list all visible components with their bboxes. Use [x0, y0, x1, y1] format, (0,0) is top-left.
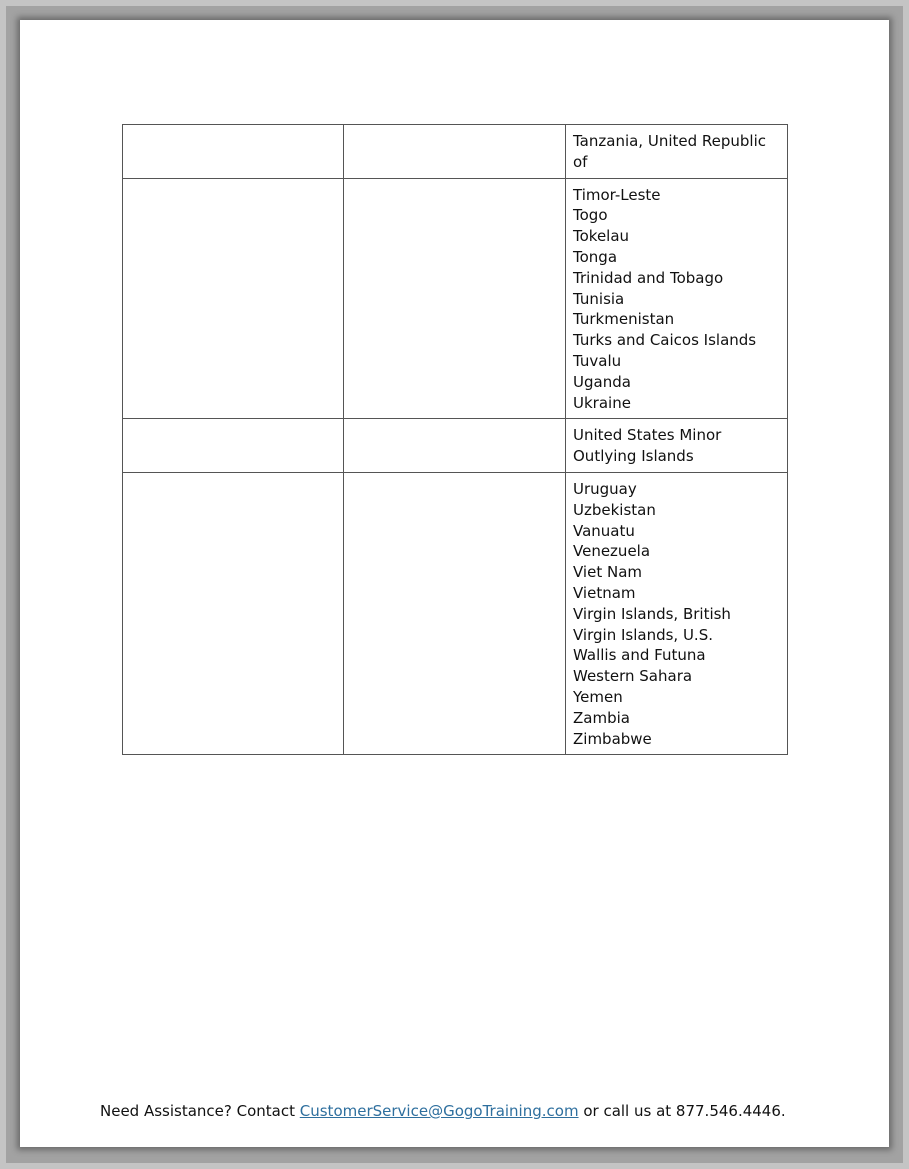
table-row: [123, 178, 788, 419]
country-name: Togo: [573, 206, 608, 225]
country-name: Outlying Islands: [573, 447, 694, 466]
country-name: Vanuatu: [573, 521, 635, 540]
country-name: Viet Nam: [573, 563, 643, 582]
country-list-cell: [566, 419, 788, 473]
table-cell-empty: [344, 472, 566, 754]
document-page: [20, 20, 889, 1147]
table-row: [123, 125, 788, 179]
country-name: Wallis and Futuna: [573, 646, 706, 665]
country-list-cell: [566, 125, 788, 179]
country-name: Tunisia: [573, 289, 625, 308]
country-name: Yemen: [573, 687, 623, 706]
country-list-cell: [566, 178, 788, 419]
table-cell-empty: [344, 178, 566, 419]
country-list-cell: [566, 472, 788, 754]
table-cell-empty: [123, 419, 344, 473]
country-name: Zimbabwe: [573, 729, 652, 748]
country-name: of: [573, 152, 588, 171]
table-row: [123, 419, 788, 473]
country-name: Tuvalu: [573, 351, 622, 370]
country-name: Turkmenistan: [573, 310, 675, 329]
footer-contact: [100, 1102, 800, 1120]
country-name: Uganda: [573, 372, 631, 391]
table-cell-empty: [123, 178, 344, 419]
country-name: Timor-Leste: [573, 185, 661, 204]
footer-prefix: Need Assistance? Contact: [100, 1102, 300, 1120]
table-cell-empty: [123, 125, 344, 179]
country-name: Vietnam: [573, 583, 636, 602]
country-name: Virgin Islands, British: [573, 604, 731, 623]
table-cell-empty: [344, 419, 566, 473]
footer-suffix: or call us at 877.546.4446.: [578, 1102, 786, 1120]
country-name: Trinidad and Tobago: [573, 268, 724, 287]
country-name: Tanzania, United Republic: [573, 132, 767, 150]
country-name: United States Minor: [573, 426, 722, 445]
country-name: Uruguay: [573, 479, 637, 498]
table-cell-empty: [123, 472, 344, 754]
country-name: Tokelau: [573, 227, 630, 246]
country-name: Ukraine: [573, 393, 631, 412]
country-name: Western Sahara: [573, 667, 693, 686]
country-name: Tonga: [573, 247, 618, 266]
country-name: Turks and Caicos Islands: [573, 331, 757, 350]
table-cell-empty: [344, 125, 566, 179]
country-name: Venezuela: [573, 542, 651, 561]
customer-service-email-link[interactable]: CustomerService@GogoTraining.com: [299, 1102, 579, 1120]
table-row: [123, 472, 788, 754]
country-name: Zambia: [573, 708, 630, 727]
country-name: Uzbekistan: [573, 500, 656, 519]
country-name: Virgin Islands, U.S.: [573, 625, 713, 644]
countries-table: [122, 124, 788, 755]
